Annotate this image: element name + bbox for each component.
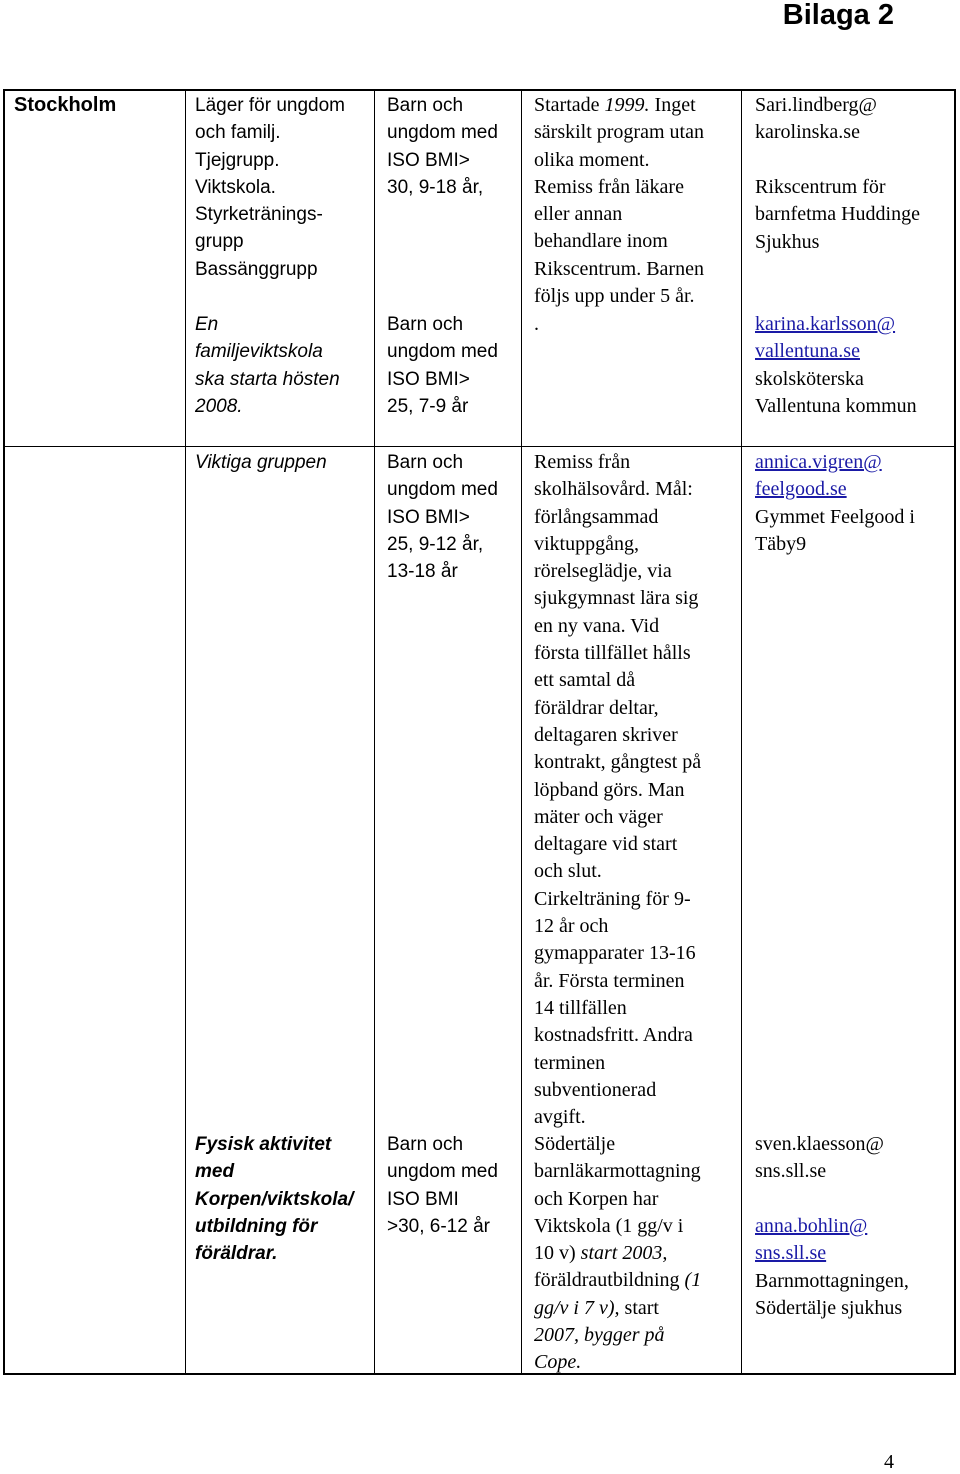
target-group-3: Barn och ungdom med ISO BMI >30, 6-12 år	[387, 1134, 498, 1237]
target-group-2: Barn och ungdom med ISO BMI> 25, 9-12 år, 13-18 år	[387, 452, 498, 583]
page-number: 4	[884, 1451, 894, 1473]
region-label: Stockholm	[14, 94, 117, 116]
page-header-title: Bilaga 2	[782, 0, 894, 31]
program-note-1: En familjeviktskola ska starta hösten 2008.	[195, 314, 340, 417]
contact-org-2: Gymmet Feelgood i Täby9	[755, 506, 915, 556]
contact-email-link-1b[interactable]: karina.karlsson@ vallentuna.se	[755, 313, 896, 363]
program-list-1: Läger för ungdom och familj. Tjejgrupp. Viktskola. Styrketränings- grupp Bassänggrupp	[195, 95, 345, 280]
target-group-1b: Barn och ungdom med ISO BMI> 25, 7-9 år	[387, 314, 498, 417]
program-name-2: Viktiga gruppen	[195, 452, 327, 473]
contact-org-1a: Rikscentrum för barnfetma Huddinge Sjukhus	[755, 176, 920, 253]
target-group-1a: Barn och ungdom med ISO BMI> 30, 9-18 år,	[387, 95, 498, 198]
contact-email-3a: sven.klaesson@ sns.sll.se	[755, 1133, 884, 1183]
contact-email-link-2[interactable]: annica.vigren@ feelgood.se	[755, 451, 882, 501]
column-divider	[374, 89, 375, 1375]
column-divider	[185, 89, 186, 1375]
description-1b: .	[534, 313, 539, 335]
column-divider	[741, 89, 742, 1375]
contact-email-link-3b[interactable]: anna.bohlin@ sns.sll.se	[755, 1215, 868, 1265]
column-divider	[521, 89, 522, 1375]
row-divider	[3, 446, 956, 447]
contact-email-1a: Sari.lindberg@ karolinska.se	[755, 94, 877, 144]
program-name-3: Fysisk aktivitet med Korpen/viktskola/ utbildning för föräldrar.	[195, 1134, 354, 1265]
contact-org-3: Barnmottagningen, Södertälje sjukhus	[755, 1270, 909, 1320]
contact-org-1b: skolsköterska Vallentuna kommun	[755, 368, 917, 418]
description-3: Södertälje barnläkarmottagning och Korpen har Viktskola (1 gg/v i 10 v) start 2003, föräldrautbildning (1 gg/v i 7 v), start 2007, bygger på Cope.	[534, 1133, 702, 1374]
description-1a: Startade 1999. Inget särskilt program utan olika moment. Remiss från läkare eller annan behandlare inom Rikscentrum. Barnen följs upp under 5 år.	[534, 94, 704, 308]
description-2: Remiss från skolhälsovård. Mål: förlångsammad viktuppgång, rörelseglädje, via sjukgymnast lära sig en ny vana. Vid första tillfället hålls ett samtal då föräldrar deltar, deltagaren skriver kontrakt, gångtest på löpband görs. Man mäter och väger deltagare vid start och slut. Cirkelträning för 9- 12 år och gymapparater 13-16 år. Första terminen 14 tillfällen kostnadsfritt. Andra terminen subventionerad avgift.	[534, 451, 702, 1129]
